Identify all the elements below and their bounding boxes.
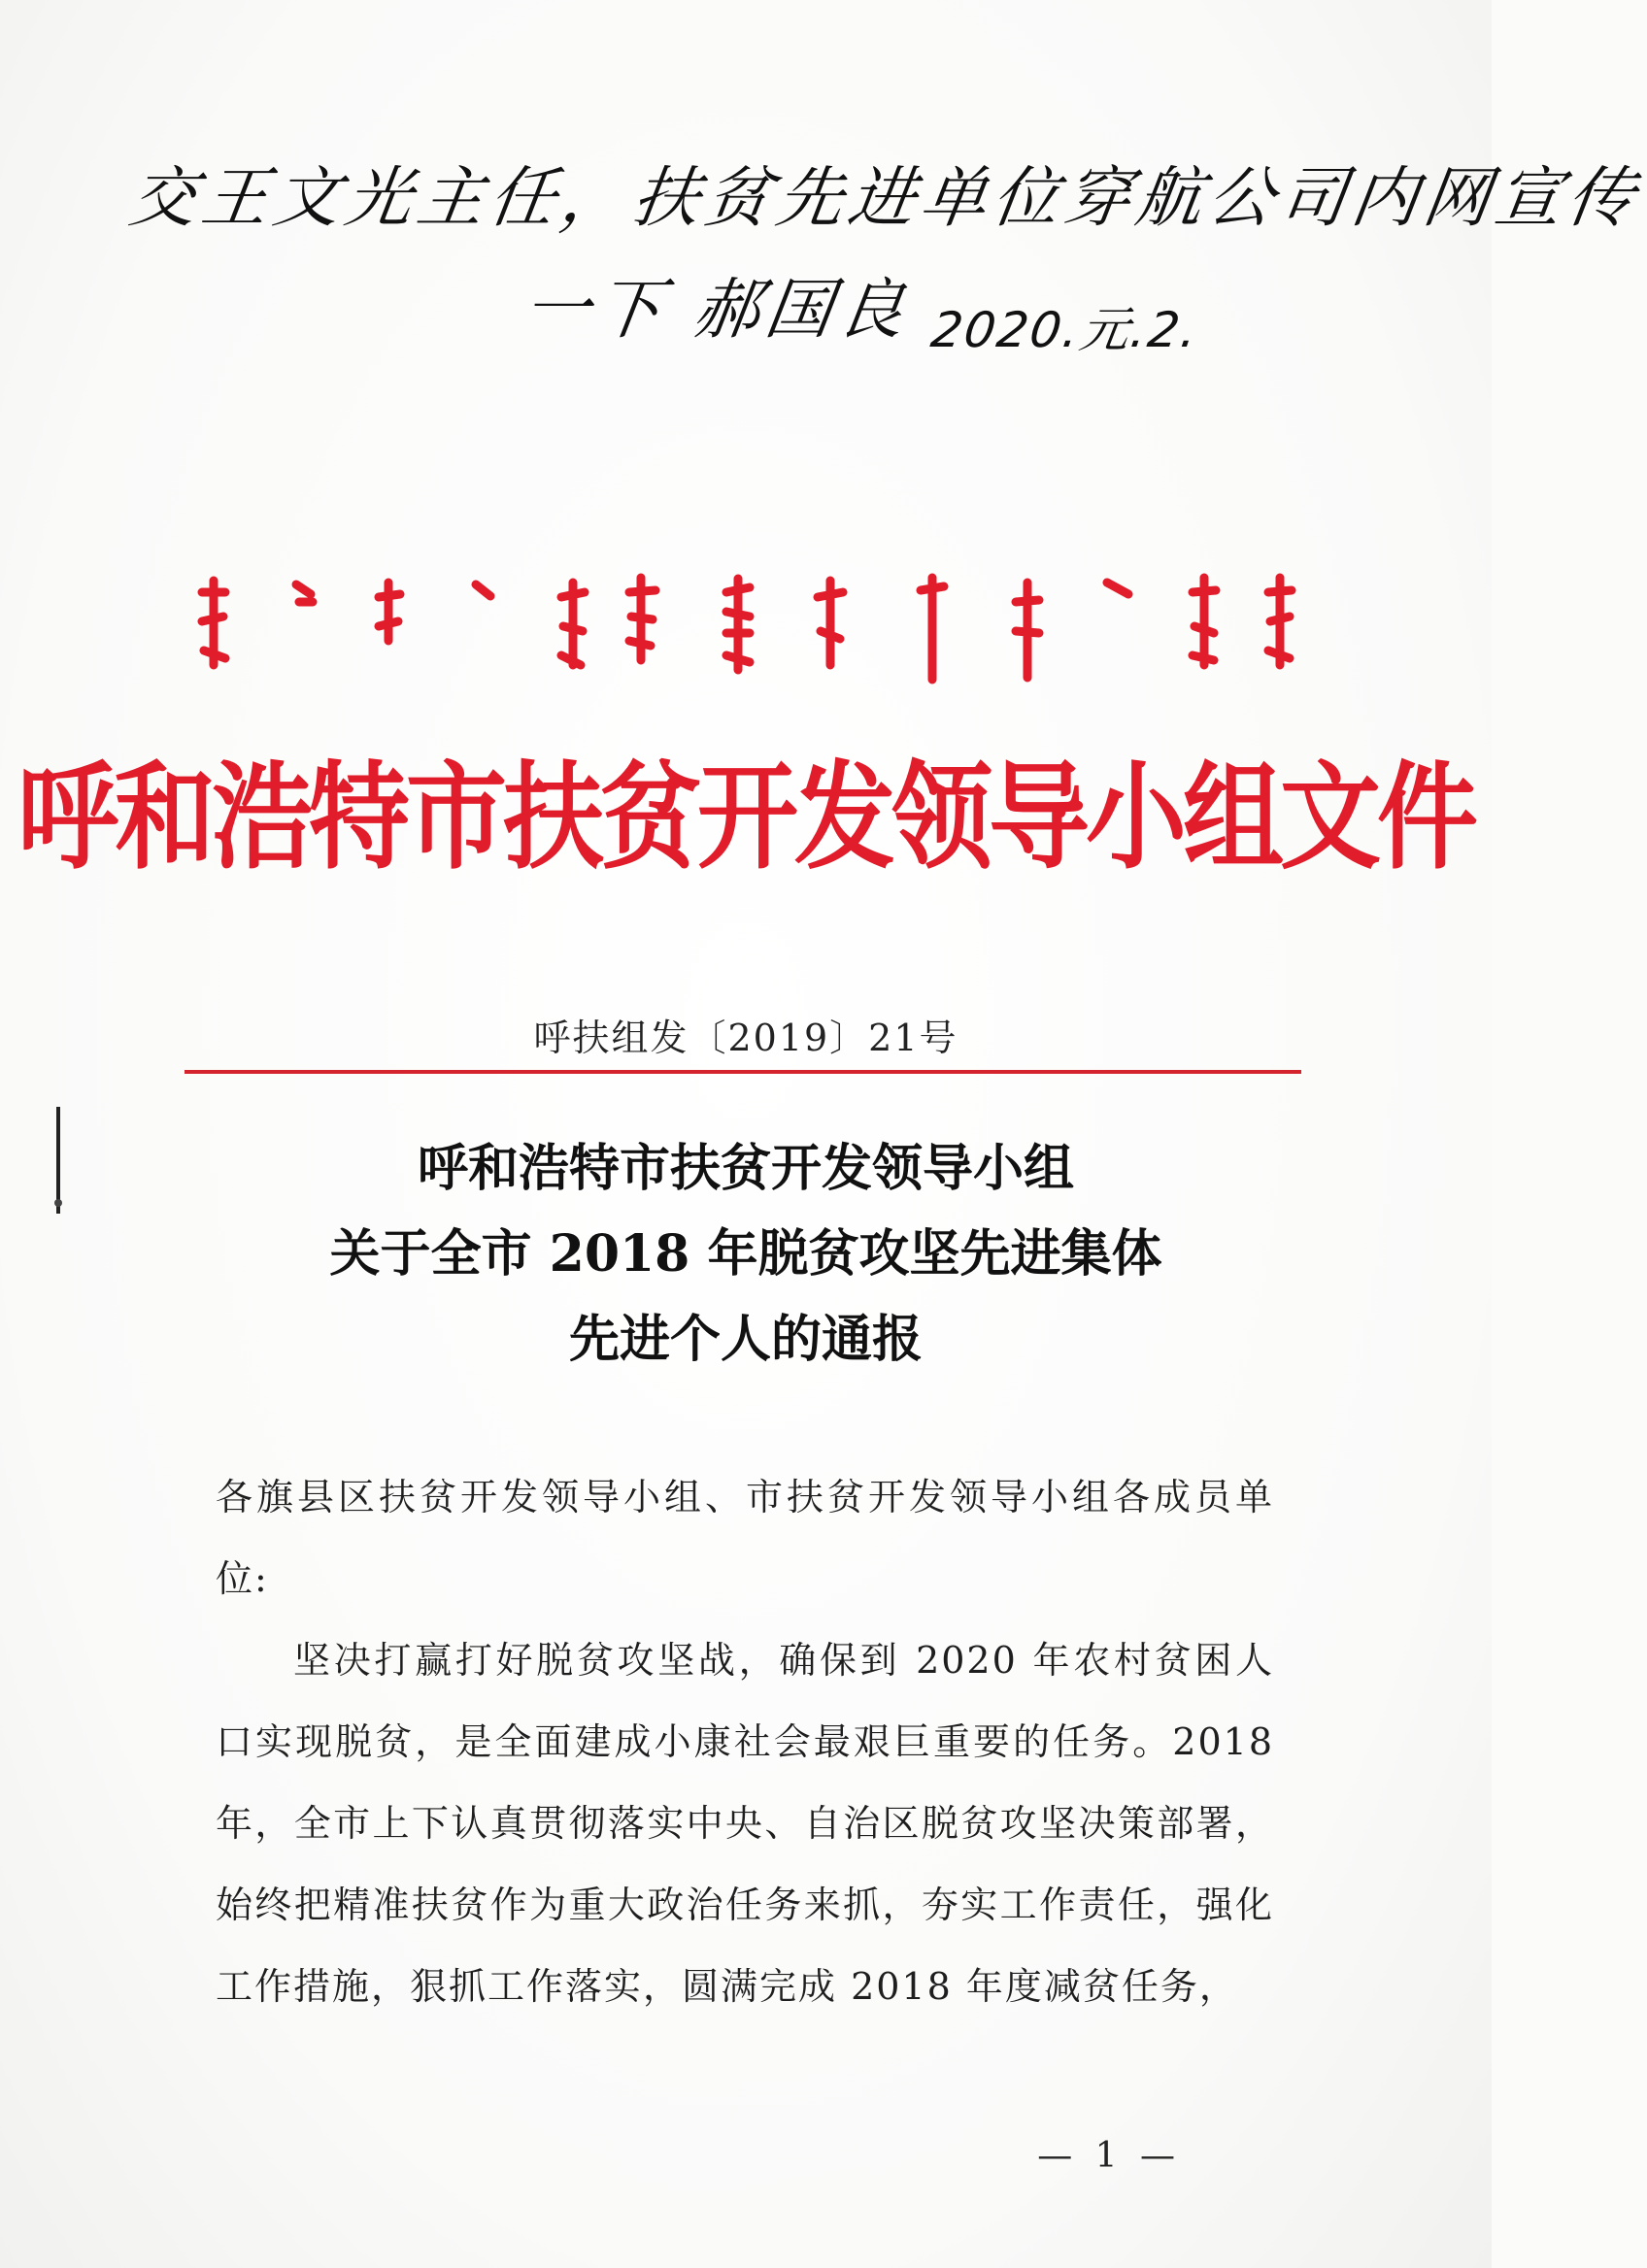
page-number: — 1 — [1037, 2136, 1181, 2176]
notice-title [0, 1126, 1492, 1383]
notice-title-line-3: 先进个人的通报 [568, 1310, 923, 1369]
mongolian-header-text: ᠬᠥᠬᠡᠬᠣᠲᠠ ᠶᠢᠨ ᠶᠠᠳᠠᠭᠤ ᠶᠢ ᠲᠤᠰᠠᠯᠠᠬᠤ ᠬᠥᠭᠵᠢᠯ [194, 687, 212, 688]
notice-title-line-2: 关于全市 2018 年脱贫攻坚先进集体 [329, 1224, 1162, 1284]
handwritten-note-line-1: 交王文光主任，扶贫先进单位穿航公司内网宣传 [124, 160, 1645, 237]
notice-title-line-1: 呼和浩特市扶贫开发领导小组 [417, 1139, 1074, 1198]
salutation: 各旗县区扶贫开发领导小组、市扶贫开发领导小组各成员单位: [216, 1476, 1274, 1600]
issuer-title: 呼和浩特市扶贫开发领导小组文件 [17, 749, 1474, 885]
handwritten-note-line-2: 一下 郝国良 [518, 272, 916, 349]
mongolian-script-glyphs [194, 573, 1301, 689]
body-text [216, 1456, 1274, 2027]
handwritten-note-date: 2020.元.2. [927, 302, 1203, 358]
paragraph-1: 坚决打赢打好脱贫攻坚战，确保到 2020 年农村贫困人口实现脱贫，是全面建成小康社会最艰巨重要的任务。2018 年，全市上下认真贯彻落实中央、自治区脱贫攻坚决策部署，始终把精准扶贫作为重大政治任务来抓，夯实工作责任，强化工作措施，狠抓工作落实，圆满完成 2018 年度减贫任务， [216, 1639, 1274, 2008]
mongolian-script-header [194, 573, 1301, 689]
document-number: 呼扶组发〔2019〕21号 [533, 1017, 958, 1059]
red-separator-rule [185, 1070, 1301, 1074]
